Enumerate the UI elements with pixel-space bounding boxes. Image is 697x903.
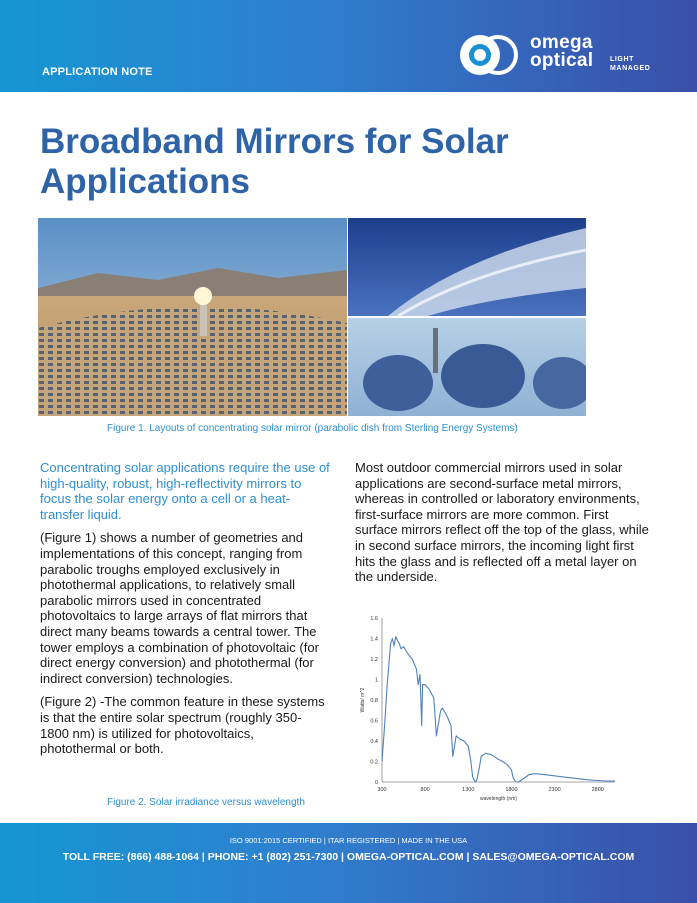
y-tick-label: 1.4 — [370, 636, 378, 643]
y-tick-label: 1.2 — [370, 657, 378, 663]
y-tick-label: 0.4 — [370, 739, 378, 745]
mirrors-paragraph: Most outdoor commercial mirrors used in solar applications are second-surface metal mirrors, whereas in controlled or laboratory environments, first-surface mirrors are more common. First surface mirrors reflect off the top of the glass, while in second surface mirrors, the incoming light first hits the glass and is reflected off a metal layer on the underside. — [355, 460, 649, 585]
y-tick-label: 0.6 — [370, 718, 378, 725]
figure2-caption: Figure 2. Solar irradiance versus wavelength — [107, 797, 305, 808]
logo-word-optical: optical — [530, 50, 594, 71]
y-axis-label: Watts/ m^2 — [360, 687, 366, 713]
logo-tagline-managed: MANAGED — [610, 65, 651, 72]
document-type-label: APPLICATION NOTE — [42, 66, 153, 78]
x-tick-label: 2800 — [591, 787, 604, 793]
y-tick-label: 1 — [374, 677, 378, 684]
company-logo[interactable] — [458, 30, 668, 80]
footer-certifications: ISO 9001:2015 CERTIFIED | ITAR REGISTERED | MADE IN THE USA — [229, 836, 468, 845]
y-tick-label: 0.2 — [370, 759, 378, 766]
x-tick-label: 1300 — [462, 787, 475, 793]
y-tick-label: 0.8 — [370, 698, 378, 704]
y-tick-label: 0 — [374, 780, 378, 786]
irradiance-series-line — [382, 637, 615, 783]
figure2-paragraph: (Figure 2) -The common feature in these systems is that the entire solar spectrum (roughly 350-1800 nm) is utilized for photovoltaics, photothermal or both. — [40, 694, 325, 757]
figure1-caption: Figure 1. Layouts of concentrating solar mirror (parabolic dish from Sterling Energy Systems) — [107, 423, 518, 434]
y-tick-label: 1.6 — [370, 616, 378, 622]
x-axis-label: wavelength (nm) — [480, 796, 517, 802]
footer-contact-info[interactable]: TOLL FREE: (866) 488-1064 | PHONE: +1 (802) 251-7300 | OMEGA-OPTICAL.COM | SALES@OMEGA-OPTICAL.COM — [62, 851, 635, 863]
logo-tagline-light: LIGHT — [610, 56, 634, 63]
page-title: Broadband Mirrors for Solar Applications — [40, 122, 509, 201]
figure1-photo-collage — [38, 218, 586, 416]
right-column — [355, 460, 650, 593]
logo-word-omega: omega — [530, 32, 593, 53]
x-tick-label: 300 — [377, 787, 387, 793]
x-tick-label: 2300 — [548, 787, 561, 793]
left-column — [40, 460, 330, 765]
logo-mark-icon — [458, 30, 522, 80]
x-tick-label: 1800 — [505, 787, 518, 793]
intro-paragraph: Concentrating solar applications require the use of high-quality, robust, high-reflectivity mirrors to focus the solar energy onto a cell or a heat-transfer liquid. — [40, 460, 330, 522]
solar-irradiance-chart — [355, 610, 625, 810]
figure1-paragraph: (Figure 1) shows a number of geometries and implementations of this concept, ranging from parabolic troughs employed exclusively in photothermal applications, to relatively small parabolic mirrors used in concentrated photovoltaics to large arrays of flat mirrors that direct many beams towards a central tower. The tower employs a combination of photovoltaic (for direct energy conversion) and photothermal (for indirect conversion) technologies. — [40, 530, 319, 686]
x-tick-label: 800 — [420, 787, 430, 793]
footer-banner — [0, 823, 697, 903]
